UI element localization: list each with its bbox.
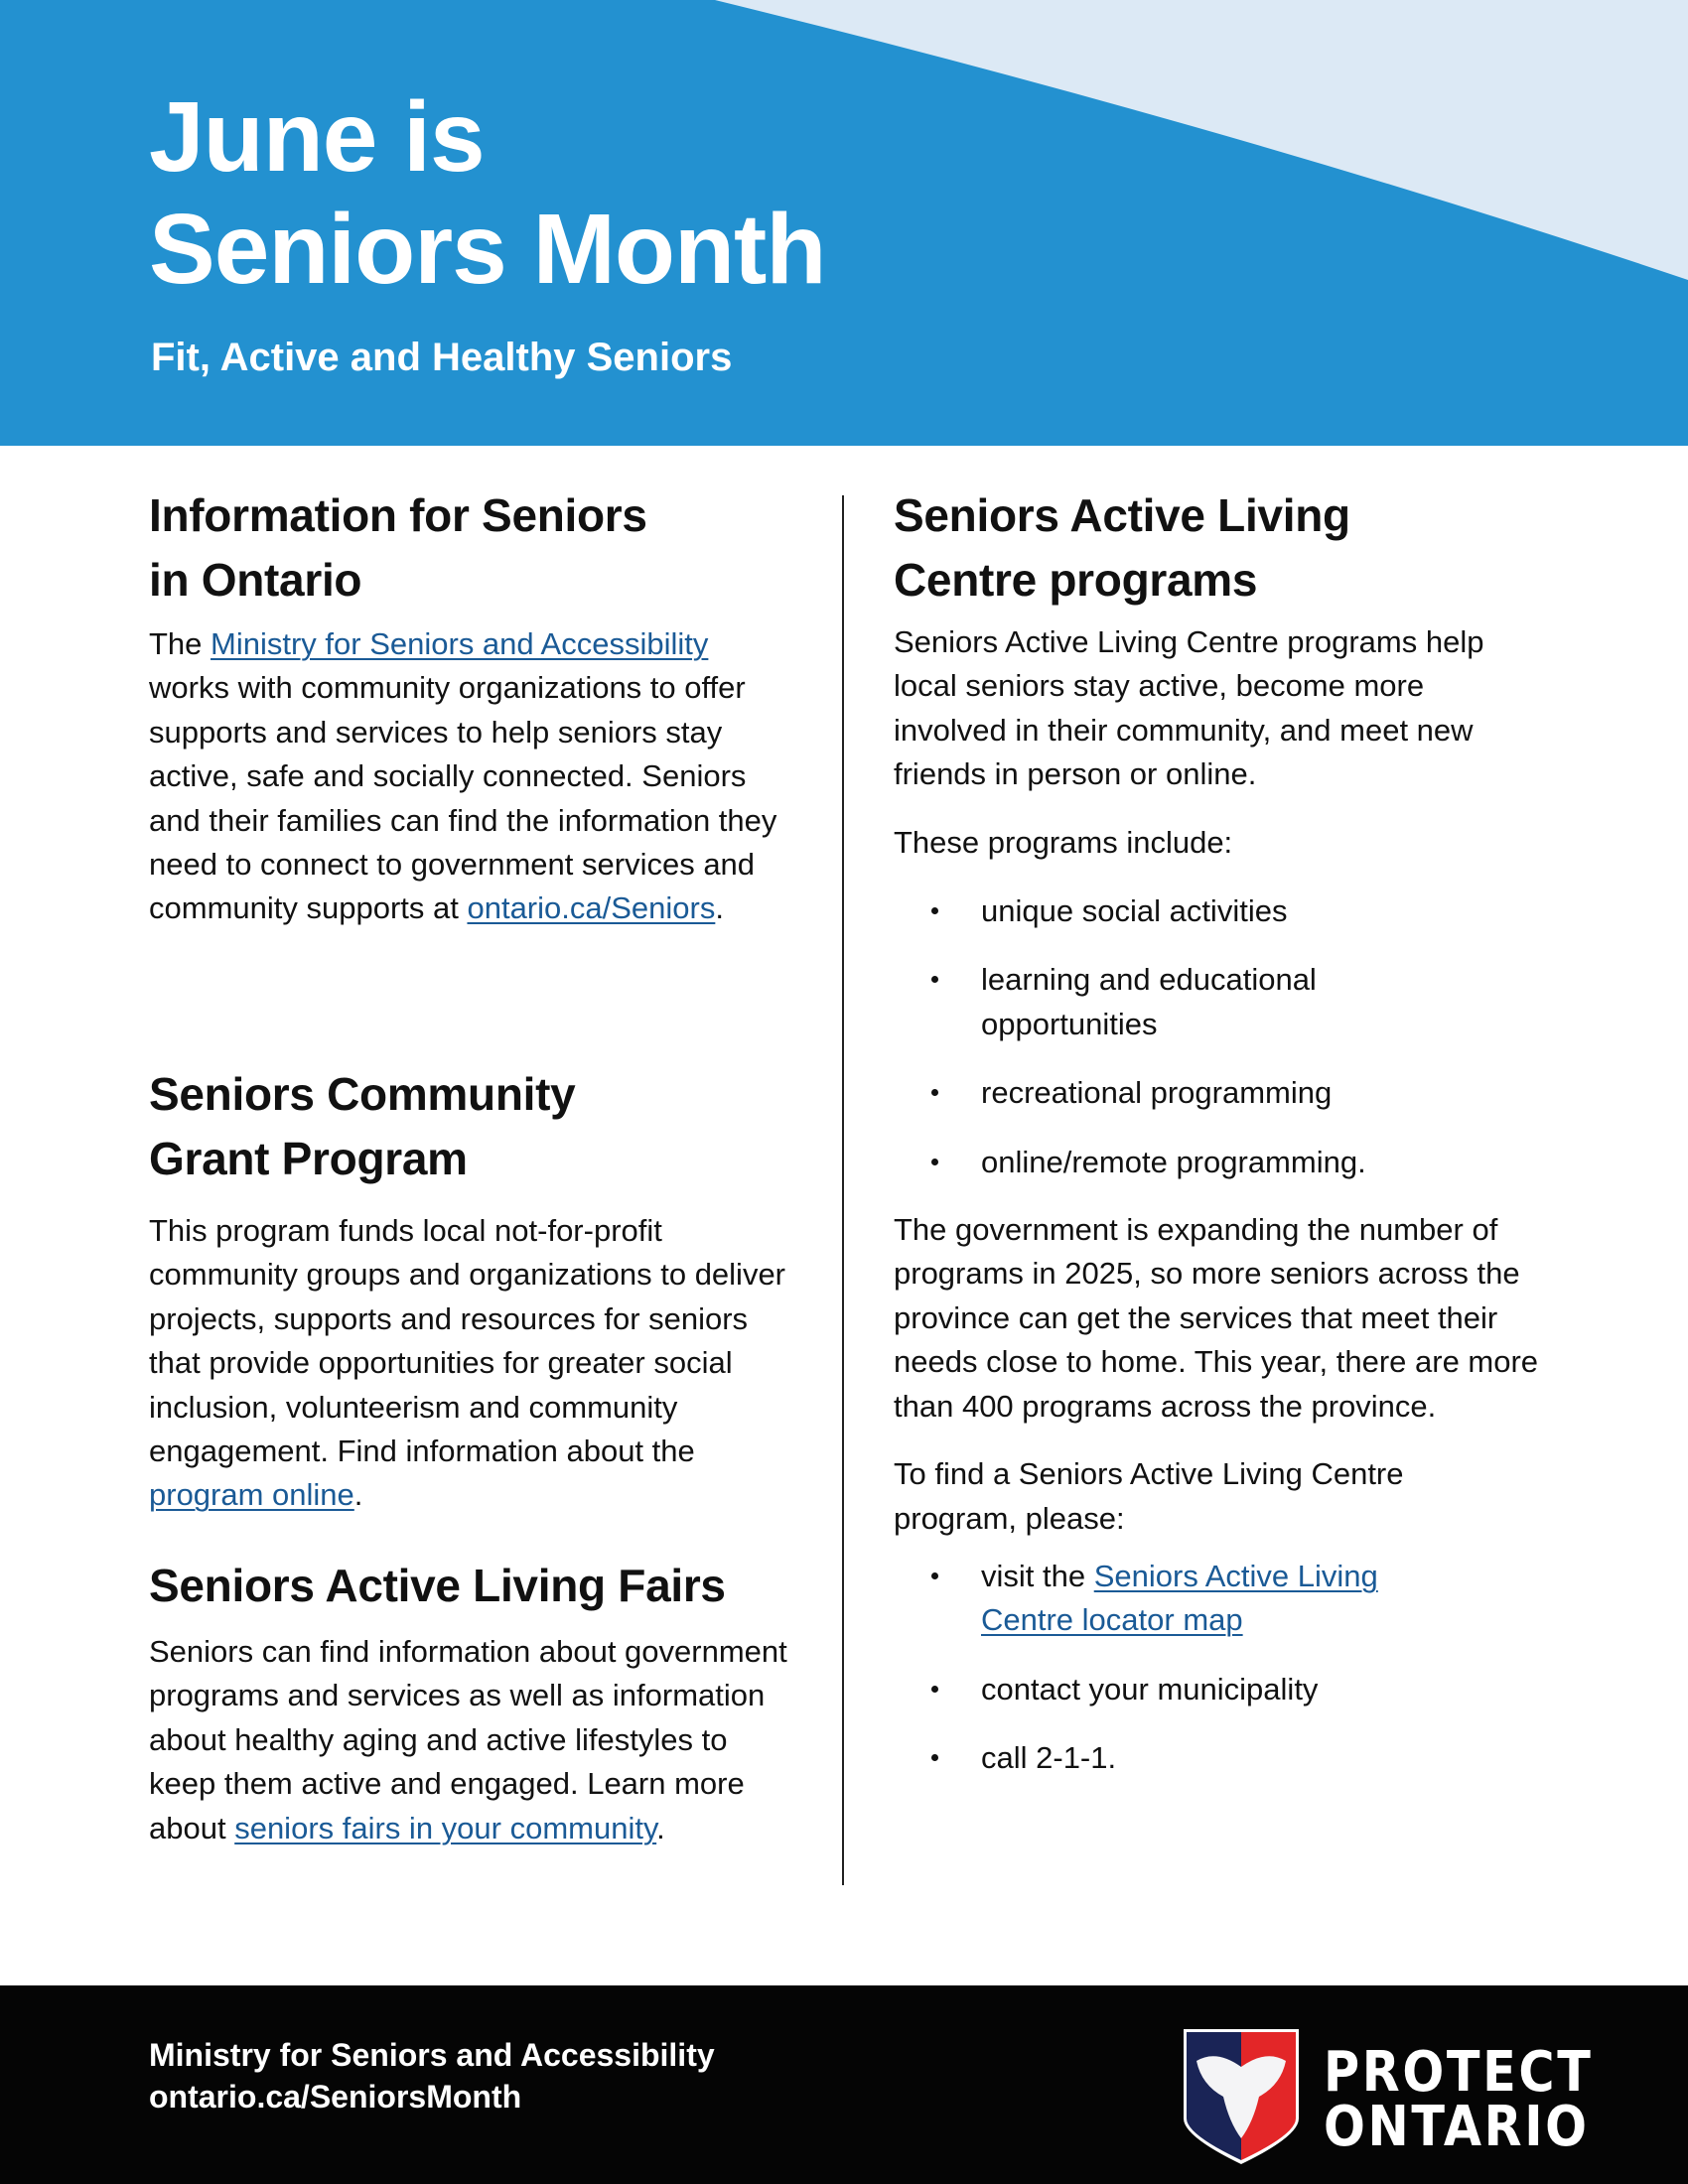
heading-line-1: Information for Seniors xyxy=(149,489,647,541)
list-item xyxy=(894,1668,1450,1711)
expansion-paragraph: The government is expanding the number of programs in 2025, so more seniors across the province can get the services that meet their needs close to home. This year, there are more than 400 programs across the province. xyxy=(894,1212,1539,1424)
list-item-text: call 2-1-1. xyxy=(981,1740,1117,1776)
list-item-text: visit the xyxy=(981,1558,1094,1593)
list-item-text: unique social activities xyxy=(981,893,1288,929)
section-body xyxy=(149,1630,799,1850)
list-item-text: contact your municipality xyxy=(981,1671,1319,1706)
bullet-icon xyxy=(931,1159,938,1165)
locator-map-link[interactable]: Seniors Active Living Centre locator map xyxy=(981,1558,1378,1638)
section-body xyxy=(149,622,784,931)
section-heading xyxy=(149,1062,804,1191)
section-community-grant xyxy=(149,1062,804,1518)
list-item xyxy=(894,1141,1450,1184)
list-item-text: online/remote programming. xyxy=(981,1144,1366,1179)
body-text: . xyxy=(656,1810,665,1845)
list-item xyxy=(894,889,1450,933)
page-subtitle: Fit, Active and Healthy Seniors xyxy=(151,336,733,379)
list-item-text: learning and educational opportunities xyxy=(981,962,1317,1041)
body-text: The xyxy=(149,626,211,661)
bullet-icon xyxy=(931,1089,938,1096)
bullet-icon xyxy=(931,907,938,914)
column-divider xyxy=(842,495,844,1885)
section-heading: Seniors Active Living Fairs xyxy=(149,1560,726,1611)
bullet-icon xyxy=(931,976,938,983)
body-text: . xyxy=(715,890,724,926)
section-body xyxy=(149,1209,799,1518)
protect-ontario-shield-logo xyxy=(1182,2027,1301,2166)
page-title xyxy=(149,81,825,306)
logo-text-protect: PROTECT xyxy=(1324,2040,1594,2105)
heading-line-1: Seniors Community xyxy=(149,1068,576,1120)
light-blue-curve xyxy=(715,0,1688,280)
ministry-link[interactable]: Ministry for Seniors and Accessibility xyxy=(211,626,709,661)
section-heading xyxy=(149,483,804,613)
section-info-for-seniors xyxy=(149,483,804,931)
section-active-living-fairs xyxy=(149,1554,804,1850)
heading-line-2: Grant Program xyxy=(149,1133,468,1184)
body-text: Seniors can find information about government programs and services as well as information about healthy aging and active lifestyles to keep them active and engaged. Learn more about xyxy=(149,1634,787,1845)
logo-text-ontario: ONTARIO xyxy=(1324,2095,1590,2159)
footer-ministry-name: Ministry for Seniors and Accessibility xyxy=(149,2037,715,2073)
header-banner xyxy=(0,0,1688,446)
centre-intro: Seniors Active Living Centre programs help local seniors stay active, become more involved in their community, and meet new friends in person or online. xyxy=(894,624,1484,792)
bullet-icon xyxy=(931,1572,938,1579)
heading-line-2: Centre programs xyxy=(894,554,1258,606)
title-line-2: Seniors Month xyxy=(149,194,826,305)
list-item xyxy=(894,1071,1450,1115)
list-item xyxy=(894,958,1398,1046)
heading-line-2: in Ontario xyxy=(149,554,362,606)
programs-list xyxy=(894,889,1450,1184)
body-text: . xyxy=(353,1477,363,1513)
find-steps-list xyxy=(894,1555,1450,1781)
programs-list-intro: These programs include: xyxy=(894,824,1233,860)
bullet-icon xyxy=(931,1754,938,1761)
bullet-icon xyxy=(931,1686,938,1693)
list-item xyxy=(894,1736,1450,1780)
program-online-link[interactable]: program online xyxy=(149,1477,354,1513)
heading-line-1: Seniors Active Living xyxy=(894,489,1350,541)
body-text: works with community organizations to offer supports and services to help seniors stay active, safe and socially connected. Seniors and their families can find the information they need to connect to government services and community supports at xyxy=(149,670,777,926)
list-item-text: recreational programming xyxy=(981,1075,1333,1111)
list-item xyxy=(894,1555,1438,1643)
body-text: This program funds local not-for-profit community groups and organizations to deliver projects, supports and resources for seniors that provide opportunities for greater social inclusion, volunteerism and community engagement. Find information about the xyxy=(149,1213,786,1469)
seniors-fairs-link[interactable]: seniors fairs in your community xyxy=(234,1810,657,1845)
footer-url: ontario.ca/SeniorsMonth xyxy=(149,2079,522,2115)
section-heading xyxy=(894,483,1549,613)
title-line-1: June is xyxy=(149,81,485,193)
find-intro: To find a Seniors Active Living Centre program, please: xyxy=(894,1456,1404,1536)
ontario-seniors-link[interactable]: ontario.ca/Seniors xyxy=(467,890,716,926)
section-active-living-centre xyxy=(894,483,1549,1781)
